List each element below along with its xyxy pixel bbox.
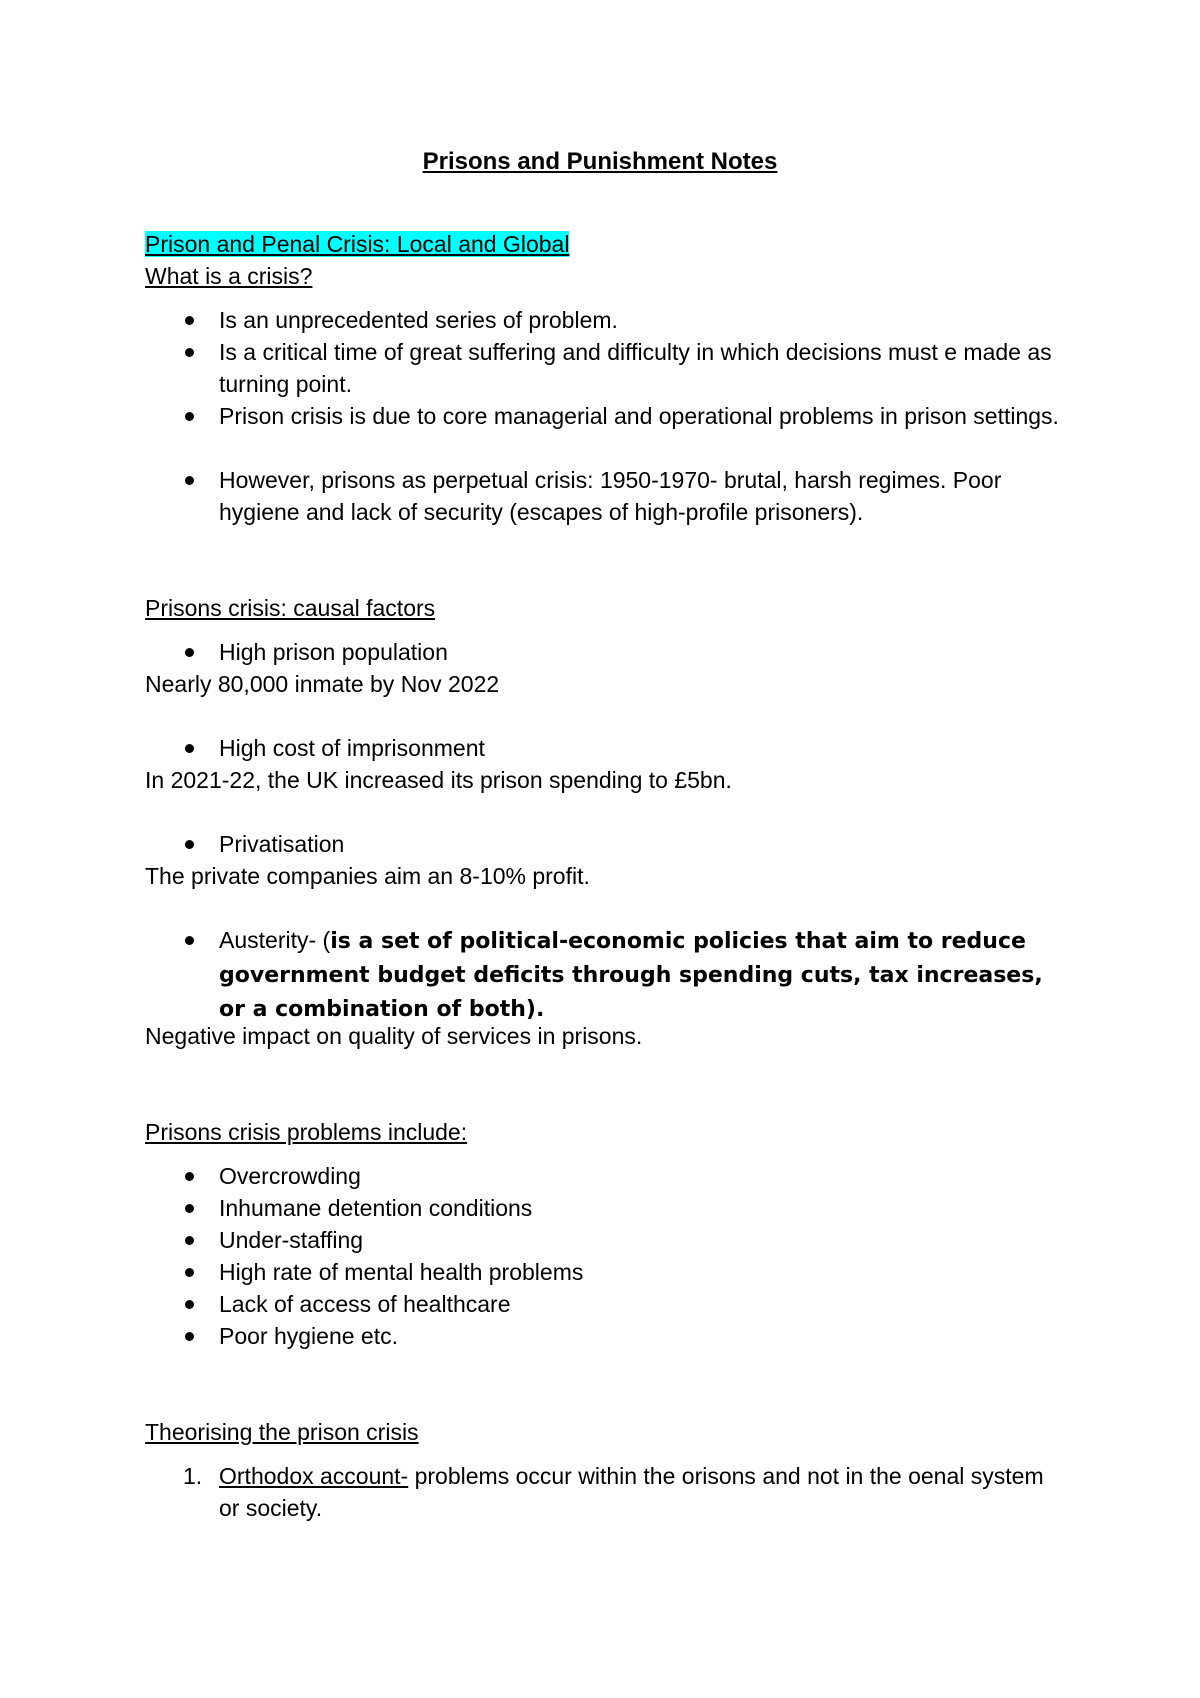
list-item	[183, 1320, 1063, 1352]
list-item	[183, 732, 1063, 764]
list-item	[183, 304, 1063, 336]
list-item-text: Prison crisis is due to core managerial and operational problems in prison settings.	[219, 403, 1059, 429]
list-item	[183, 464, 1063, 528]
list-item	[183, 336, 1063, 400]
numbered-list-item	[183, 1460, 1063, 1524]
list-item-text: Lack of access of healthcare	[219, 1291, 511, 1317]
list-item-text: High cost of imprisonment	[219, 735, 485, 761]
list-item	[183, 400, 1063, 432]
list-item-text: Inhumane detention conditions	[219, 1195, 533, 1221]
list-item	[183, 636, 1063, 668]
section-heading-causal-factors: Prisons crisis: causal factors	[145, 595, 436, 621]
list-item	[183, 1160, 1063, 1192]
list-number: 1.	[183, 1463, 203, 1489]
factor-note: Negative impact on quality of services in prisons.	[145, 1023, 643, 1049]
factor-note: In 2021-22, the UK increased its prison spending to £5bn.	[145, 767, 732, 793]
section-heading-theorising: Theorising the prison crisis	[145, 1419, 419, 1445]
highlighted-heading-text: Prison and Penal Crisis: Local and Global	[145, 231, 570, 257]
list-item-text: Is an unprecedented series of problem.	[219, 307, 618, 333]
list-item-text: Poor hygiene etc.	[219, 1323, 399, 1349]
austerity-term: Austerity- (	[219, 927, 331, 953]
list-item-text: Privatisation	[219, 831, 345, 857]
list-item-text: However, prisons as perpetual crisis: 1950-1970- brutal, harsh regimes. Poor hygiene and lack of security (escapes of high-profile prisoners).	[219, 467, 1002, 525]
austerity-definition: is a set of political-economic policies that aim to reduce government budget deficits through spending cuts, tax increases, or a combination of both).	[219, 929, 1043, 1022]
orthodox-account-term: Orthodox account-	[219, 1463, 409, 1489]
list-item-text	[219, 1460, 1063, 1524]
orthodox-account-text: problems occur within the orisons and not in the oenal system or society.	[219, 1463, 1044, 1521]
list-item-text: Is a critical time of great suffering and difficulty in which decisions must e made as turning point.	[219, 339, 1052, 397]
list-item-text: High prison population	[219, 639, 448, 665]
list-item-text	[219, 924, 1043, 1026]
section-heading-penal-crisis	[145, 228, 569, 260]
list-item	[183, 1224, 1063, 1256]
subheading-what-is-crisis: What is a crisis?	[145, 263, 313, 289]
factor-note: The private companies aim an 8-10% profit.	[145, 863, 590, 889]
section-heading-problems: Prisons crisis problems include:	[145, 1119, 468, 1145]
list-item	[183, 1256, 1063, 1288]
page-title: Prisons and Punishment Notes	[422, 148, 778, 175]
list-item-text: Under-staffing	[219, 1227, 364, 1253]
list-item-text: Overcrowding	[219, 1163, 361, 1189]
list-item	[183, 828, 1063, 860]
list-item	[183, 1192, 1063, 1224]
factor-note: Nearly 80,000 inmate by Nov 2022	[145, 671, 500, 697]
list-item-text: High rate of mental health problems	[219, 1259, 584, 1285]
list-item	[183, 1288, 1063, 1320]
list-item	[183, 924, 1043, 1026]
